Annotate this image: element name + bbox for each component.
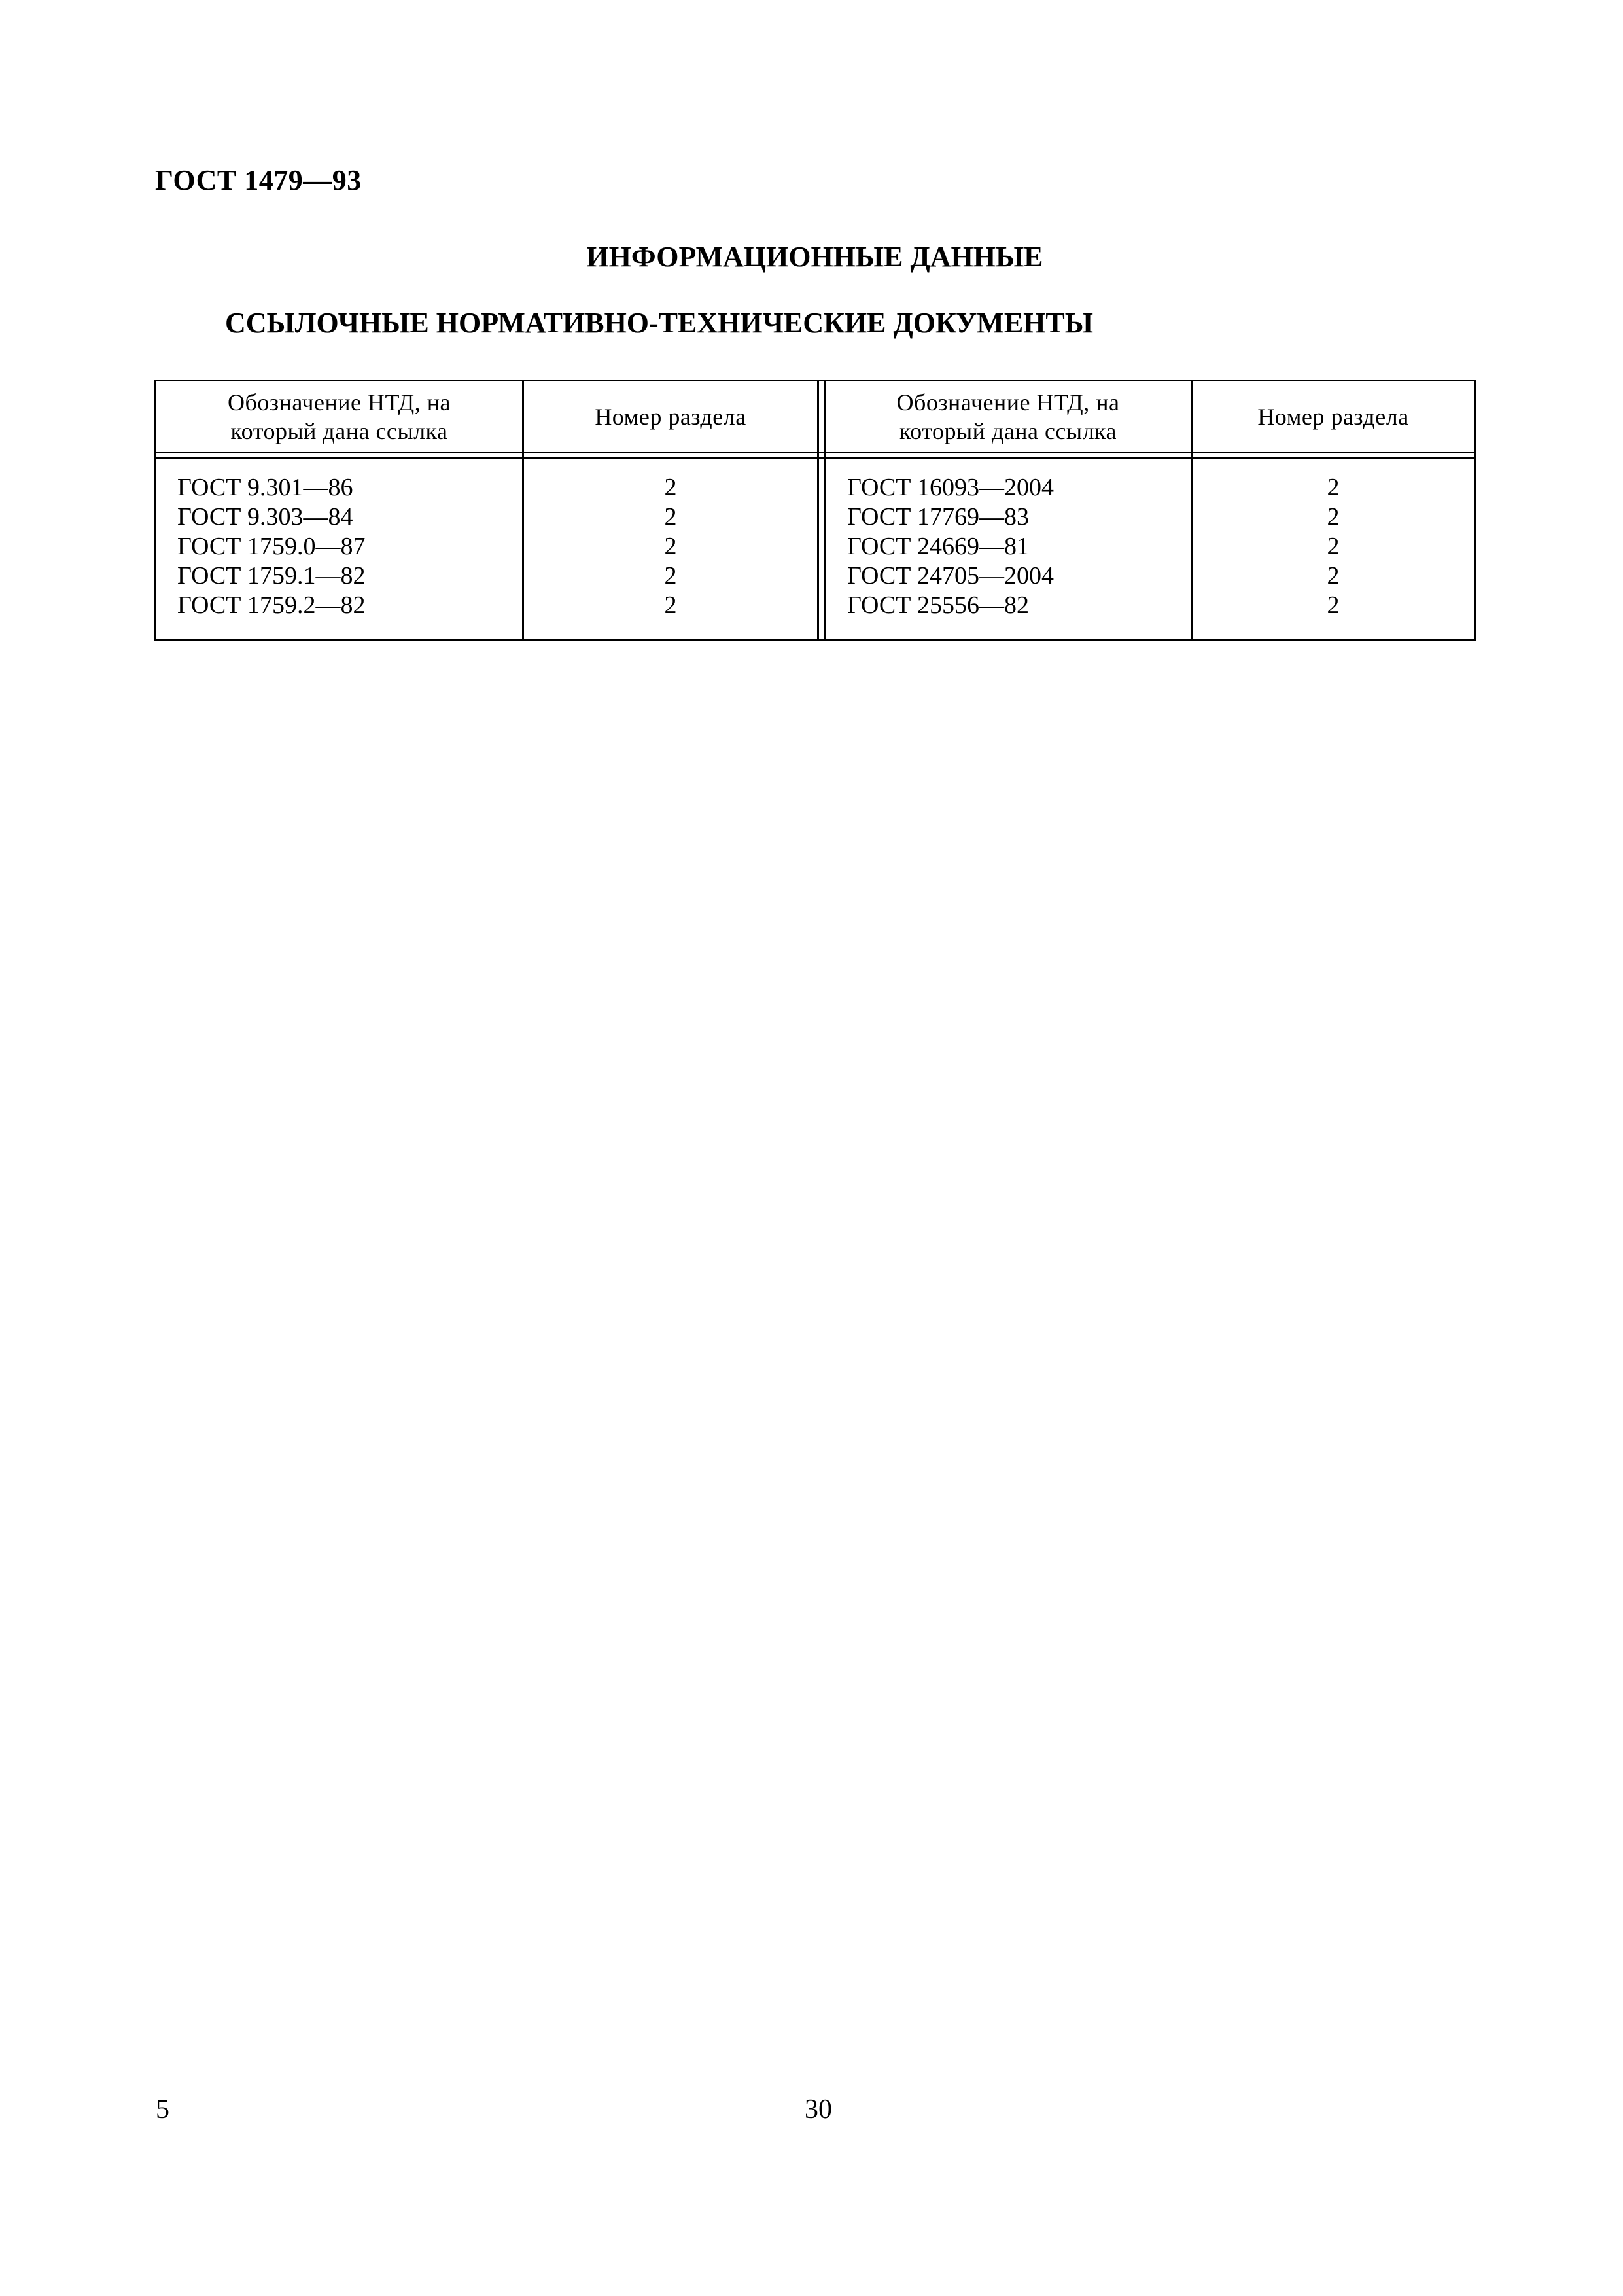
doc-designation: ГОСТ 1759.2—82 [177,592,366,619]
doc-designation: ГОСТ 16093—2004 [847,474,1054,501]
doc-designation: ГОСТ 1759.1—82 [177,562,366,590]
column-divider [817,381,819,639]
left-docs-list [177,473,366,620]
section-number: 2 [1327,562,1340,590]
section-number: 2 [664,503,677,531]
header-line: Обозначение НТД, на [228,389,451,415]
header-divider [156,452,1474,453]
section-number: 2 [1327,533,1340,560]
header-label: Номер раздела [1257,404,1409,430]
doc-designation: ГОСТ 1759.0—87 [177,533,366,560]
header-line: который дана ссылка [899,418,1117,444]
doc-designation: ГОСТ 24669—81 [847,533,1029,560]
section-number: 2 [1327,503,1340,531]
section-number: 2 [664,474,677,501]
header-line: Обозначение НТД, на [896,389,1120,415]
section-number: 2 [664,533,677,560]
document-code: ГОСТ 1479—93 [155,164,362,196]
doc-designation: ГОСТ 17769—83 [847,503,1029,531]
section-number: 2 [664,562,677,590]
references-table [154,380,1476,641]
footer-left-mark: 5 [156,2094,169,2125]
header-section-number-right [1193,381,1474,452]
section-number: 2 [1327,474,1340,501]
header-doc-designation-right [826,381,1191,452]
header-line: который дана ссылка [230,418,448,444]
page-number: 30 [805,2094,832,2125]
section-number: 2 [1327,592,1340,619]
section-number: 2 [664,592,677,619]
doc-designation: ГОСТ 9.301—86 [177,474,353,501]
references-heading: ССЫЛОЧНЫЕ НОРМАТИВНО-ТЕХНИЧЕСКИЕ ДОКУМЕНТЫ [225,307,1093,339]
header-divider [156,457,1474,459]
doc-designation: ГОСТ 25556—82 [847,592,1029,619]
header-label: Номер раздела [595,404,746,430]
right-docs-list [847,473,1054,620]
doc-designation: ГОСТ 9.303—84 [177,503,353,531]
doc-designation: ГОСТ 24705—2004 [847,562,1054,590]
right-sections-list [1193,473,1474,620]
header-doc-designation-left [156,381,522,452]
info-heading: ИНФОРМАЦИОННЫЕ ДАННЫЕ [586,241,1043,273]
left-sections-list [524,473,817,620]
header-section-number-left [524,381,817,452]
